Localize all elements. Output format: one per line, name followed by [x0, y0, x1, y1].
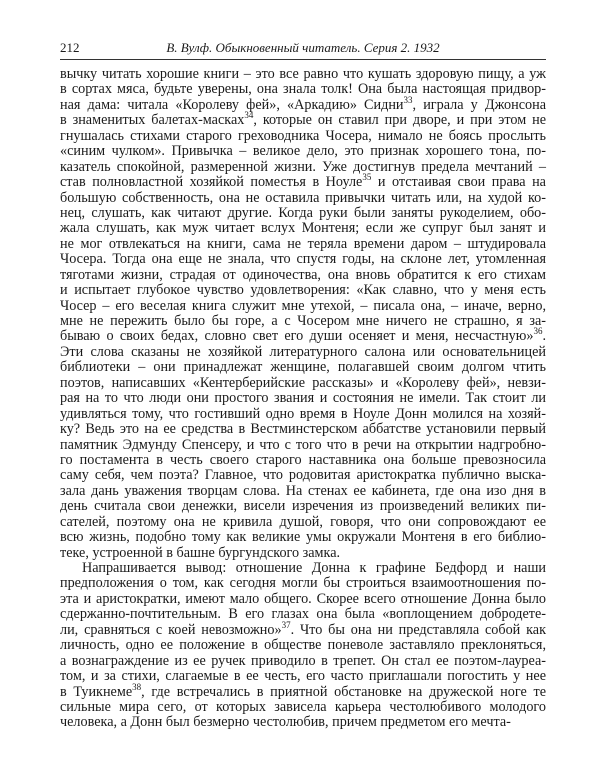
text-line [60, 129, 546, 144]
text-segment: памятник Эдмунду Спенсеру, и что с того что в речи на открытии надгробно- [60, 436, 546, 453]
text-segment: Эти слова сказаны не хозяйкой литературного салона или основательницей [60, 343, 546, 360]
text-segment: в сортах мяса, будьте уверены, она знала толк! Она была настоящая придвор- [60, 81, 546, 98]
text-segment: день считала свои денежки, висели изречения из произведений великих пи- [60, 498, 546, 515]
text-line [60, 82, 546, 97]
text-segment: . [542, 328, 546, 345]
text-line [60, 160, 546, 175]
text-segment: . Что бы она ни представляла собой как [290, 621, 546, 638]
text-segment: го постамента в честь своего старого наставника она больше превозносила [60, 451, 546, 468]
footnote-ref: 36 [533, 326, 543, 337]
text-line [60, 515, 546, 530]
text-segment: , где встречались в приятной обстановке на дружеской ноге те [141, 683, 546, 700]
text-line [60, 638, 546, 653]
text-segment: теке, устроенной в башне бургундского замка. [60, 544, 341, 561]
text-segment: саму себя, чем поэта? Главное, что родовитая аристократка публично выска- [60, 467, 546, 484]
text-line [60, 391, 546, 406]
text-line [60, 67, 546, 82]
text-segment: тяготами жизни, страдая от одиночества, она вновь обратится к его стихам [60, 266, 546, 283]
text-segment: «синим чулком». Привычка – великое дело, это признак хорошего тона, по- [60, 143, 546, 160]
text-line [60, 499, 546, 514]
text-line [60, 453, 546, 468]
text-segment: вычку читать хорошие книги – это все равно что кушать здоровую пищу, а уж [60, 66, 546, 82]
text-line [60, 681, 546, 700]
text-line [60, 700, 546, 715]
text-segment: сателей, поэтому она не кривила душой, говоря, что они сопровождают ее [60, 513, 546, 530]
text-line [60, 360, 546, 375]
footnote-ref: 33 [403, 94, 413, 105]
text-segment: ли, сравняться с коей невозможно» [60, 621, 282, 638]
text-segment: гнушалась стихами старого греховодника Чосера, нимало не боясь прослыть [60, 127, 546, 144]
body-text [60, 67, 546, 731]
text-segment: предположения о том, как сегодня могли бы строиться взаимоотношения по- [60, 575, 546, 592]
text-segment: сдержанно-почтительным. В его глазах она была «воплощением добродете- [60, 606, 546, 623]
text-segment: Чосера. Тогда она еще не знала, что спустя годы, на склоне лет, утомленная [60, 251, 546, 268]
text-line [60, 407, 546, 422]
text-segment: библиотеки – они принадлежат женщине, полагавшей своим долгом чтить [60, 359, 546, 376]
text-segment: зала дань уважения творцам слова. На стенах ее кабинета, где она изо дня в [60, 482, 546, 499]
text-segment: эта и аристократки, имеют мало общего. Скорее всего отношение Донна было [60, 590, 546, 607]
text-segment: , играла у Джонсона [412, 96, 546, 113]
header-rule [60, 59, 546, 60]
footnote-ref: 35 [362, 172, 372, 183]
text-segment: человека, а Донн был безмерно честолюбив, причем предметом его мечта- [60, 714, 511, 731]
text-line [60, 654, 546, 669]
text-line [60, 268, 546, 283]
text-line [60, 206, 546, 221]
footnote-ref: 38 [132, 681, 142, 692]
text-line [60, 221, 546, 236]
text-line [60, 283, 546, 298]
text-segment: жала слушать, как муж читает вслух Монтеня; если же супруг был занят и [60, 220, 546, 237]
text-segment: рая на то что люди они простого звания и состояния не имели. Так стоит ли [60, 390, 546, 407]
text-segment: и испытает глубокое чувство удовлетворения: «Как славно, что у меня есть [60, 282, 546, 299]
text-line [60, 422, 546, 437]
footnote-ref: 37 [281, 619, 291, 630]
text-line [60, 546, 546, 561]
text-line [60, 438, 546, 453]
text-line [60, 252, 546, 267]
text-line [60, 172, 546, 191]
text-segment: поэтов, написавших «Кентерберийские рассказы» и «Королеву фей», невзи- [60, 374, 546, 391]
text-segment: Чосер – его веселая книга служит мне утехой, – писала она, – иначе, верно, [60, 297, 546, 314]
text-segment: сильные мира сего, от которых зависела карьера честолюбивого молодого [60, 698, 546, 715]
text-segment: бываю о своих бедах, словно свет его души осеняет и меня, несчастную» [60, 328, 534, 345]
text-line [60, 468, 546, 483]
text-line [60, 191, 546, 206]
text-line [60, 484, 546, 499]
footnote-ref: 34 [244, 110, 254, 121]
text-line [60, 299, 546, 314]
text-segment: том, и за стихи, слагаемые в ее честь, его часто приглашали погостить у нее [60, 668, 546, 685]
text-line [60, 110, 547, 129]
text-line [60, 345, 546, 360]
text-segment: не мог отвлекаться на книги, сама не теряла времени даром – штудировала [60, 235, 546, 252]
text-segment: казатель спокойной, размеренной жизни. Уже достигнув предела мечтаний – [60, 158, 546, 175]
text-segment: и отстаивая свои права на [371, 174, 546, 191]
text-segment: ку? Ведь это на ее средства в Вестминстерском аббатстве установили первый [60, 421, 546, 438]
text-segment: нец, слушать, как читают другие. Когда руки были заняты рукоделием, обо- [60, 204, 546, 221]
text-line [60, 326, 546, 345]
running-title: В. Вулф. Обыкновенный читатель. Серия 2. 1932 [166, 40, 440, 55]
text-segment: в Туикнеме [60, 683, 133, 700]
text-segment: Напрашивается вывод: отношение Донна к графине Бедфорд и наши [82, 560, 546, 576]
text-line [60, 530, 546, 545]
text-line [60, 144, 546, 159]
running-header [60, 40, 546, 56]
text-line [60, 94, 546, 113]
text-line [60, 592, 546, 607]
text-line [60, 607, 546, 622]
text-line [60, 619, 546, 638]
text-segment: став полновластной хозяйкой поместья в Ноуле [60, 174, 363, 191]
text-segment: личность, одно ее положение в обществе поневоле заставляло преклоняться, [60, 637, 546, 654]
text-line [60, 237, 546, 252]
text-segment: ная дама: читала «Королеву фей», «Аркадию» Сидни [60, 96, 404, 113]
text-line [60, 715, 546, 730]
text-segment: , которые он ставил при дворе, и при этом не [253, 112, 547, 129]
text-segment: а вознаграждение из ее ручек приводило в трепет. Он стал ее поэтом-лауреа- [60, 652, 546, 669]
text-segment: удивляться тому, что гостивший одно время в Ноуле Донн молился на хозяй- [60, 405, 546, 422]
text-line [60, 576, 546, 591]
text-segment: в знаменитых балетах-масках [60, 112, 245, 129]
text-segment: большую собственность, она не оставила привычки читать или, на худой ко- [60, 189, 546, 206]
page-number: 212 [60, 40, 80, 55]
text-line [60, 561, 546, 576]
text-segment: всю жизнь, подобно тому как великие умы окружали Монтеня в его библио- [60, 529, 546, 546]
text-segment: мне не пережить было бы горе, а с Чосером мне ничего не страшно, я за- [60, 313, 546, 329]
text-line [60, 376, 546, 391]
